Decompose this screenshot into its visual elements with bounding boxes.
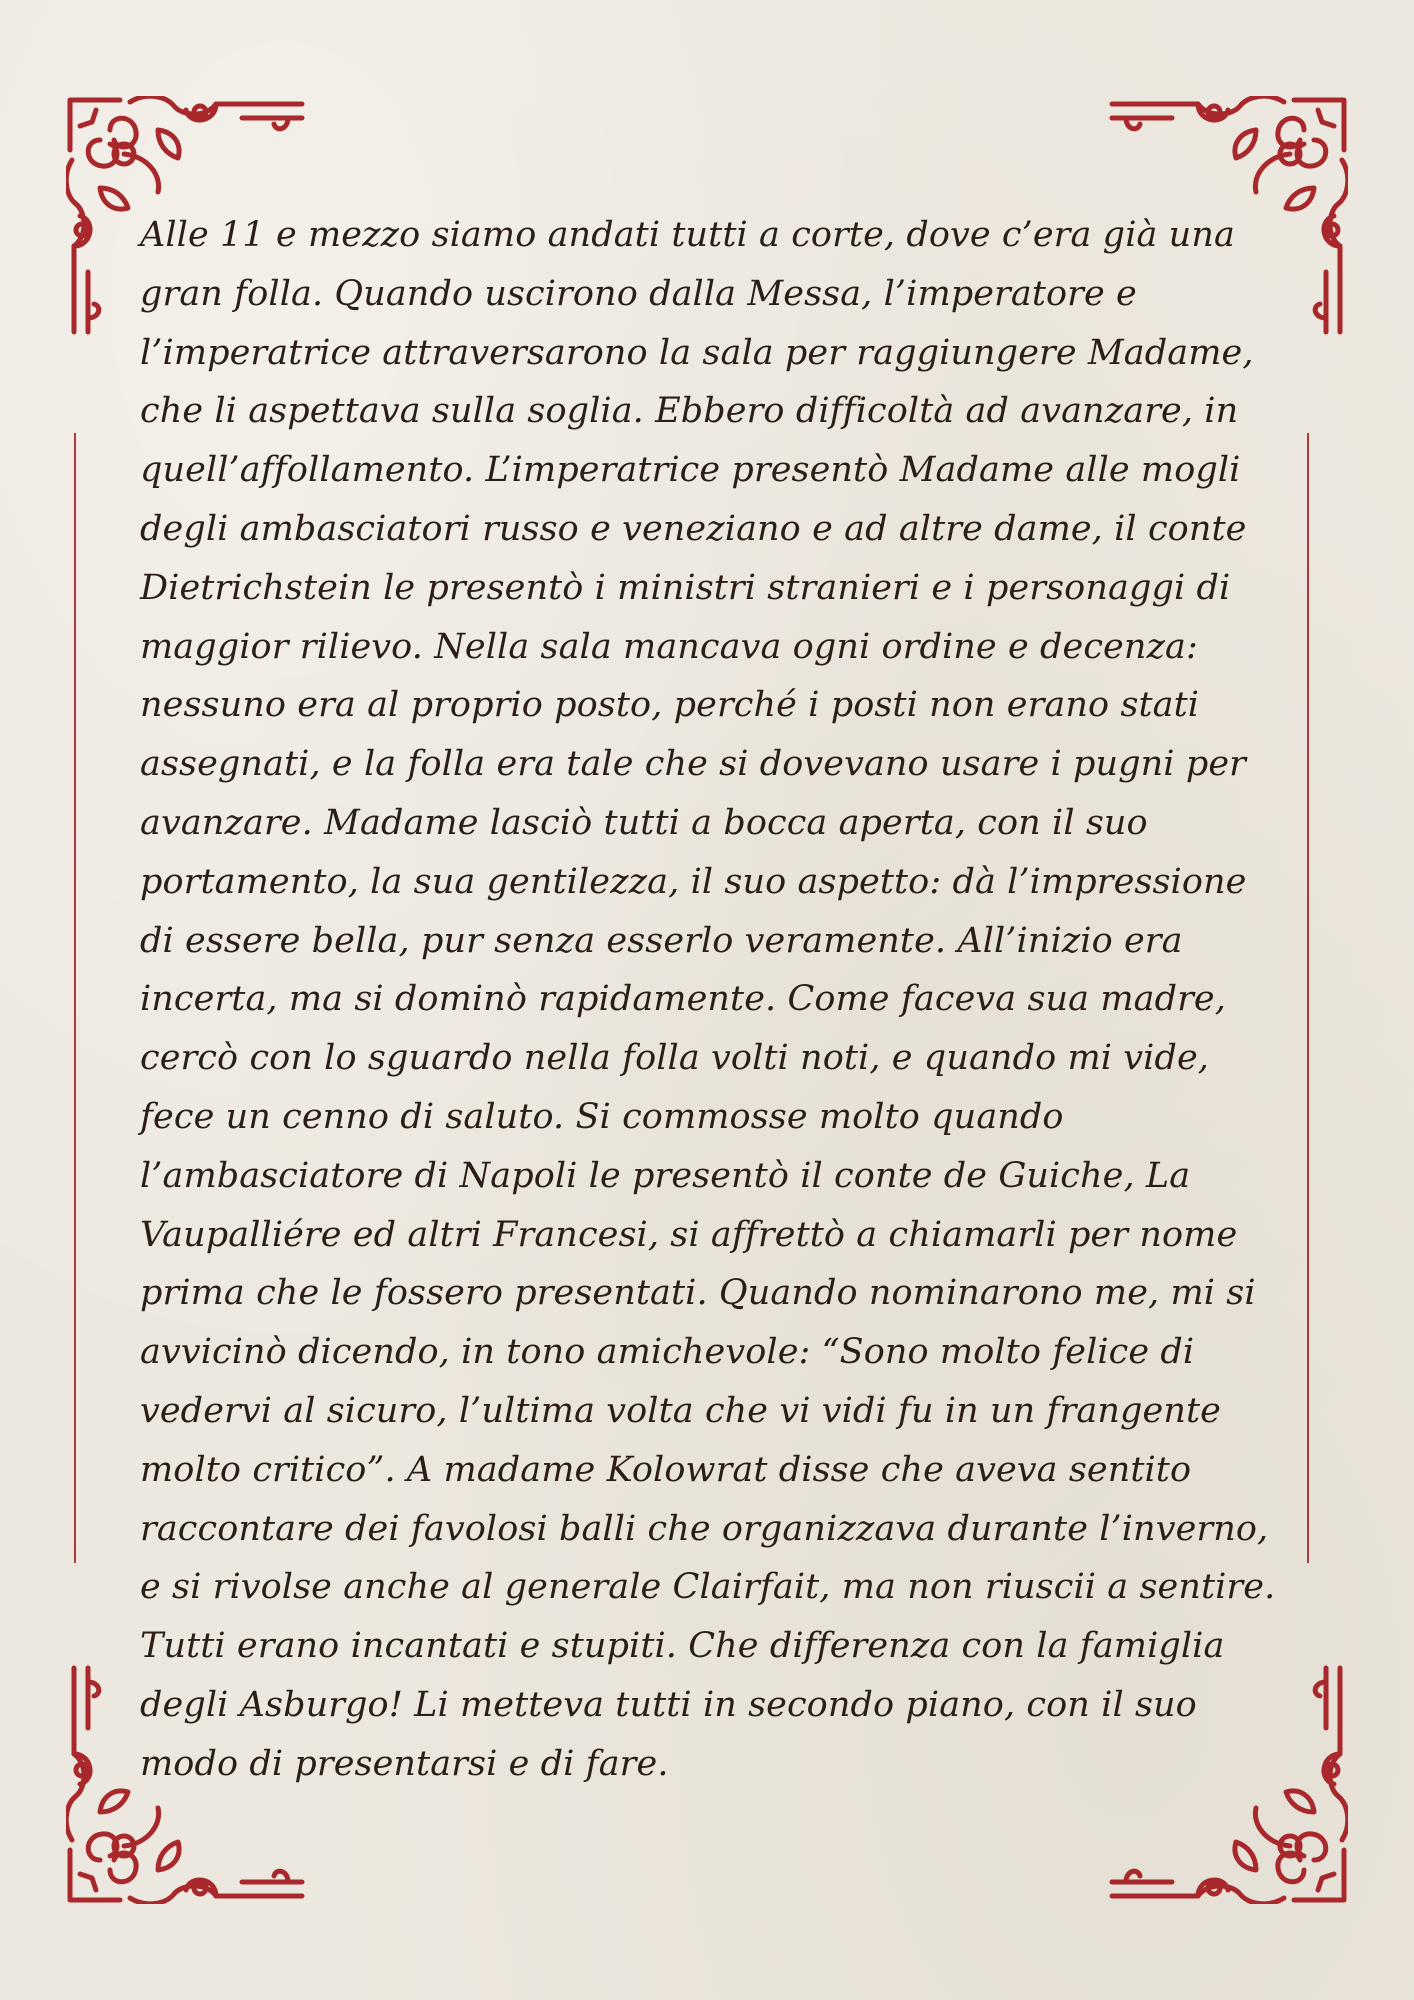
left-border-rule	[74, 433, 76, 1563]
body-paragraph: Alle 11 e mezzo siamo andati tutti a corte, dove c’era già una gran folla. Quando uscirono dalla Messa, l’imperatore e l’imperatrice attraversarono la sala per raggiungere Madame, che li aspettava sulla soglia. Ebbero difficoltà ad avanzare, in quell’affollamento. L’imperatrice presentò Madame alle mogli degli ambasciatori russo e veneziano e ad altre dame, il conte Dietrichstein le presentò i ministri stranieri e i personaggi di maggior rilievo. Nella sala mancava ogni ordine e decenza: nessuno era al proprio posto, perché i posti non erano stati assegnati, e la folla era tale che si dovevano usare i pugni per avanzare. Madame lasciò tutti a bocca aperta, con il suo portamento, la sua gentilezza, il suo aspetto: dà l’impressione di essere bella, pur senza esserlo veramente. All’inizio era incerta, ma si dominò rapidamente. Come faceva sua madre, cercò con lo sguardo nella folla volti noti, e quando mi vide, fece un cenno di saluto. Si commosse molto quando l’ambasciatore di Napoli le presentò il conte de Guiche, La Vaupalliére ed altri Francesi, si affrettò a chiamarli per nome prima che le fossero presentati. Quando nominarono me, mi si avvicinò dicendo, in tono amichevole: “Sono molto felice di vedervi al sicuro, l’ultima volta che vi vidi fu in un frangente molto critico”. A madame Kolowrat disse che aveva sentito raccontare dei favolosi balli che organizzava durante l’inverno, e si rivolse anche al generale Clairfait, ma non riuscii a sentire. Tutti erano incantati e stupiti. Che differenza con la famiglia degli Asburgo! Li metteva tutti in secondo piano, con il suo modo di presentarsi e di fare.	[140, 215, 1276, 1784]
right-border-rule	[1307, 433, 1309, 1563]
